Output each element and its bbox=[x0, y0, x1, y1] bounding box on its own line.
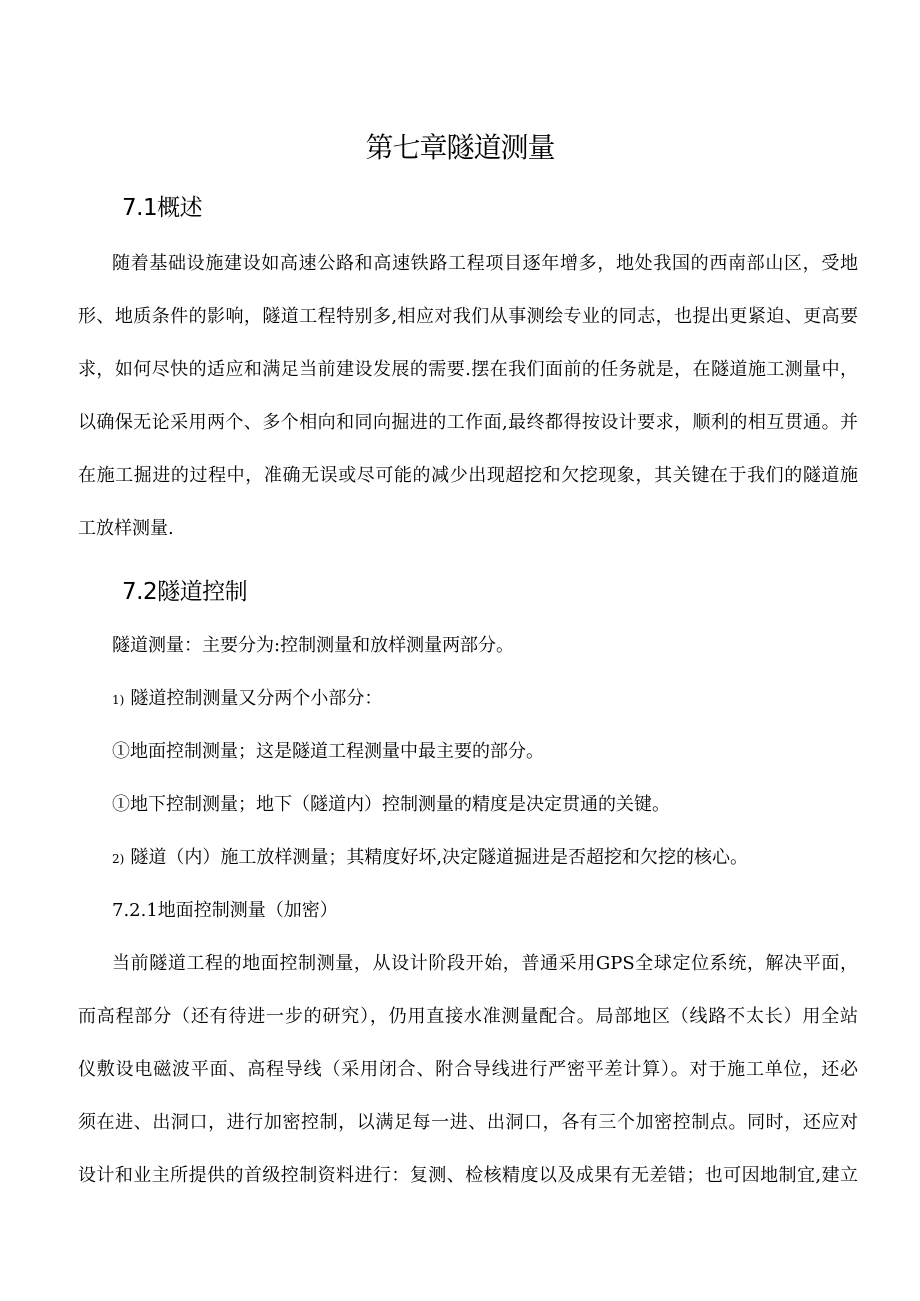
paragraph-line: 设计和业主所提供的首级控制资料进行：复测、检核精度以及成果有无差错；也可因地制宜,建立 bbox=[78, 1165, 858, 1186]
sub-list-item: ①地面控制测量；这是隧道工程测量中最主要的部分。 bbox=[112, 741, 544, 762]
sub-list-item: ①地下控制测量；地下（隧道内）控制测量的精度是决定贯通的关键。 bbox=[112, 794, 670, 815]
list-item bbox=[112, 684, 892, 715]
paragraph-line: 形、地质条件的影响，隧道工程特别多,相应对我们从事测绘专业的同志，也提出更紧迫、更高要 bbox=[78, 306, 858, 327]
section-title-tunnel-control: 7.2隧道控制 bbox=[122, 579, 248, 605]
paragraph-line: 仪敷设电磁波平面、高程导线（采用闭合、附合导线进行严密平差计算）。对于施工单位，还必 bbox=[78, 1059, 858, 1080]
paragraph-line: 当前隧道工程的地面控制测量，从设计阶段开始，普通采用GPS全球定位系统，解决平面， bbox=[112, 953, 858, 974]
paragraph-line: 工放样测量. bbox=[78, 518, 174, 539]
list-item-text: 隧道（内）施工放样测量；其精度好坏,决定隧道掘进是否超挖和欠挖的核心。 bbox=[130, 847, 749, 868]
tunnel-survey-intro: 隧道测量：主要分为:控制测量和放样测量两部分。 bbox=[112, 635, 515, 656]
section-title-overview: 7.1概述 bbox=[122, 195, 203, 221]
paragraph-line: 须在进、出洞口，进行加密控制，以满足每一进、出洞口，各有三个加密控制点。同时，还应对 bbox=[78, 1112, 858, 1133]
list-number: 1) bbox=[112, 693, 125, 707]
list-item-text: 隧道控制测量又分两个小部分： bbox=[130, 688, 383, 709]
subsection-title: 7.2.1地面控制测量（加密） bbox=[112, 900, 338, 921]
list-number: 2) bbox=[112, 852, 125, 866]
paragraph-line: 而高程部分（还有待进一步的研究），仍用直接水准测量配合。局部地区（线路不太长）用全站 bbox=[78, 1006, 858, 1027]
chapter-title: 第七章隧道测量 bbox=[365, 131, 555, 164]
paragraph-line: 以确保无论采用两个、多个相向和同向掘进的工作面,最终都得按设计要求，顺利的相互贯通。并 bbox=[78, 412, 858, 433]
list-item bbox=[112, 843, 892, 874]
paragraph-line: 求，如何尽快的适应和满足当前建设发展的需要.摆在我们面前的任务就是，在隧道施工测量中， bbox=[78, 359, 858, 380]
paragraph-line: 在施工掘进的过程中，准确无误或尽可能的减少出现超挖和欠挖现象，其关键在于我们的隧道施 bbox=[78, 465, 858, 486]
paragraph-line: 随着基础设施建设如高速公路和高速铁路工程项目逐年增多，地处我国的西南部山区，受地 bbox=[112, 253, 858, 274]
